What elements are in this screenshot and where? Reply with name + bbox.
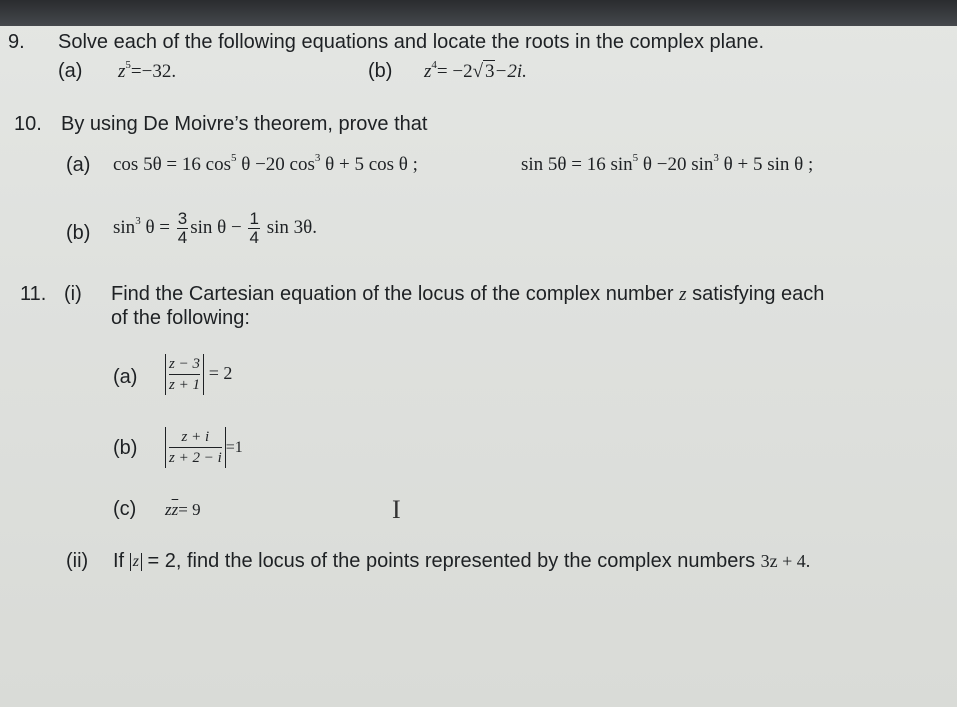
q11-b-equation: $\frac{z + i}{z + 2 - i}$ =1 <box>165 427 243 468</box>
q11-number: 11. <box>20 283 47 305</box>
q9-b-equation: $z^4= -2√$ 3−2i. <box>424 59 527 82</box>
q9-a-label: (a) <box>58 60 83 82</box>
q9-text: Solve each of the following equations and locate the roots in the complex plane. <box>58 31 765 53</box>
q11-a-equation: $\frac{z - 3}{z + 1}$ = 2 <box>165 354 232 395</box>
fraction-three-quarters: $\frac{3}{4}$ <box>177 209 188 247</box>
q10-a-equation-sin: sin 5θ = 16 $\sin^5 \theta -20$ $\sin^3 \theta + 5$ sin θ ; <box>521 152 814 175</box>
q10-b-equation: $\sin^3 \theta$ = $\frac{3}{4}$ sin θ − $\frac{1}{4}$ sin 3θ. <box>113 209 317 247</box>
q9-number: 9. <box>8 31 25 53</box>
q11-c-equation: $z\overline{z}= 9$ <box>165 500 201 519</box>
q11-text-line2: of the following: <box>111 307 250 329</box>
q10-a-label: (a) <box>66 154 91 176</box>
q10-number: 10. <box>14 113 42 135</box>
q11-text-line1: Find the Cartesian equation of the locus of the complex number z satisfying each <box>111 283 825 305</box>
q11-c-label: (c) <box>113 498 137 520</box>
q11-part-ii-label: (ii) <box>66 550 89 572</box>
q9-b-label: (b) <box>368 60 393 82</box>
q11-b-label: (b) <box>113 437 138 459</box>
q11-part-i-label: (i) <box>64 283 82 305</box>
q10-a-equation-cos: cos 5θ = 16 $\cos^5 \theta -20$ $\cos^3 \theta + 5$ cos θ ; <box>113 152 418 175</box>
fraction-one-quarter: $\frac{1}{4}$ <box>249 209 259 247</box>
q10-text: By using De Moivre’s theorem, prove that <box>61 113 428 135</box>
text-cursor-icon: I <box>392 495 401 524</box>
q11-part-ii-text: If z = 2, find the locus of the points represented by the complex numbers 3z + 4. <box>113 550 811 572</box>
q10-b-label: (b) <box>66 222 91 244</box>
top-dark-bar <box>0 0 957 26</box>
q11-a-label: (a) <box>113 366 138 388</box>
q9-a-equation: $z^5=-32$. <box>118 59 177 82</box>
